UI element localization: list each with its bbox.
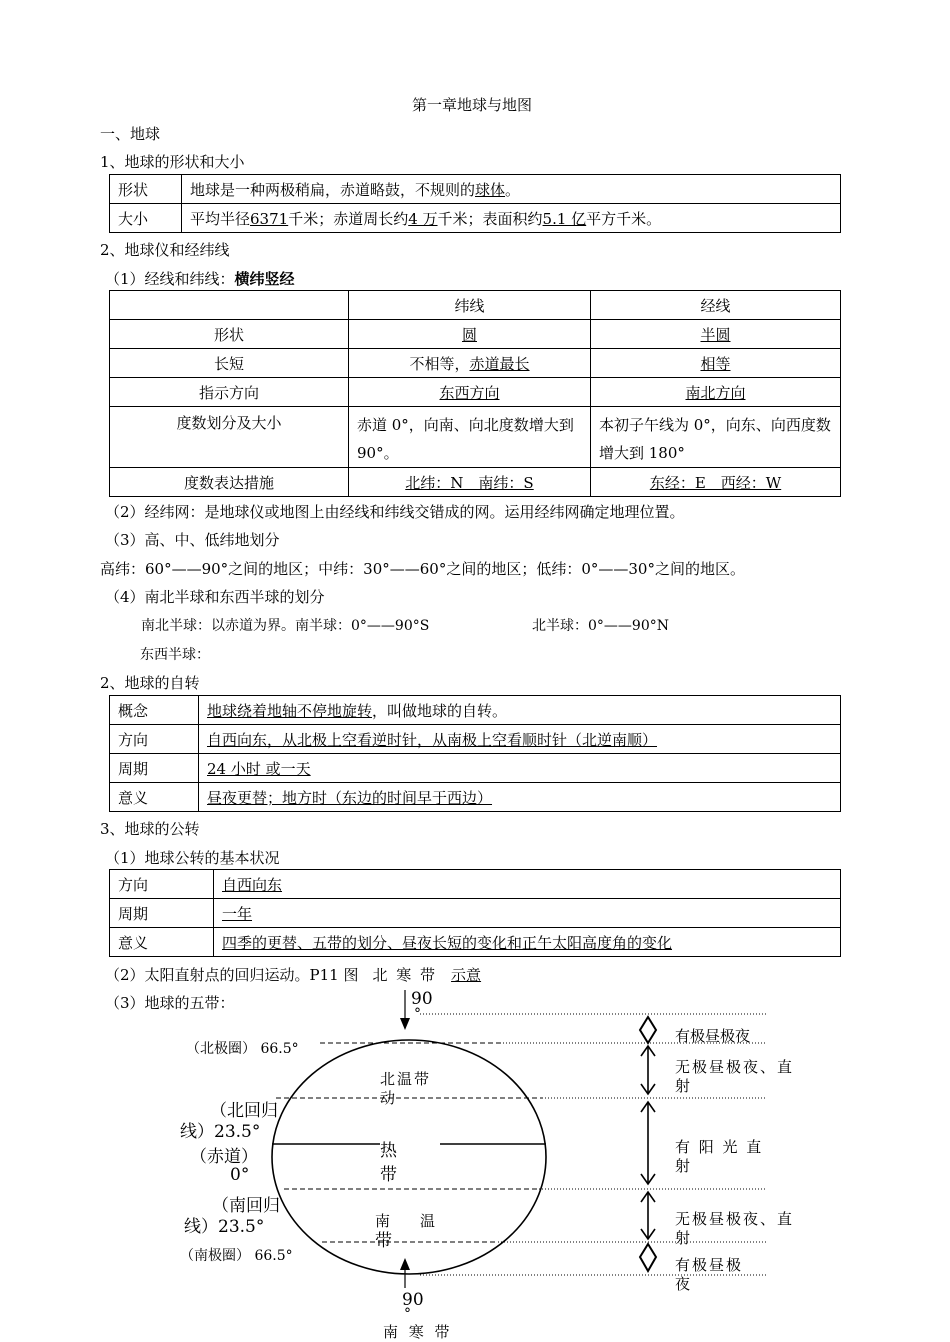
ew-hemisphere: 东西半球： [140,647,210,663]
zone-note-3a: 有 阳 光 直 [675,1138,764,1156]
zone-note-1: 有极昼极夜 [675,1027,751,1045]
header-lon: 经线 [591,291,841,320]
heading-shape-size: 1、地球的形状和大小 [100,153,245,171]
tropical-zone-label-a: 热 [380,1141,397,1161]
latitude-zones-heading: （3）高、中、低纬地划分 [105,531,280,549]
south-frigid-label: 南 寒 带 [383,1323,453,1341]
zone-note-2a: 无极昼极夜、直 [675,1058,795,1076]
diamond-top [640,1017,656,1043]
zone-note-4b: 射 [675,1229,691,1247]
tropic-capricorn-label-b: 线）23.5° [184,1217,265,1237]
zone-note-5b: 夜 [675,1275,691,1293]
diamond-bottom [640,1244,656,1271]
tropic-capricorn-label-a: （南回归 [212,1196,280,1216]
equator-label-a: （赤道） [190,1147,258,1167]
tropic-cancer-label-b: 线）23.5° [180,1122,261,1142]
five-zones-heading: （3）地球的五带： [105,994,235,1012]
north-hemisphere: 北半球：0°——90°N [532,618,669,634]
top-90: 90 [411,989,433,1009]
size-label: 大小 [110,204,182,233]
zone-note-3b: 射 [675,1157,691,1175]
rotation-table: 概念 地球绕着地轴不停地旋转，叫做地球的自转。 方向 自西向东，从北极上空看逆时针，从南极上空看顺时针（北逆南顺） 周期 24 小时 或一天 意义 昼夜更替；地方时（东边的时间早于西边） [109,695,841,812]
size-value: 平均半径6371千米；赤道周长约4 万千米；表面积约5.1 亿平方千米。 [182,204,841,233]
bottom-90: 90 [402,1290,424,1310]
section-earth: 一、地球 [100,125,161,143]
revolution-table: 方向 自西向东 周期 一年 意义 四季的更替、五带的划分、昼夜长短的变化和正午太阳高度角的变化 [109,869,841,957]
equator-label-b: 0° [230,1165,250,1185]
shape-label: 形状 [110,175,182,204]
lat-lon-table: 纬线 经线 形状 圆 半圆 长短 不相等，赤道最长 相等 指示方向 东西方向 南北方向 度数划分及大小 赤道 0°，向南、向北度数增大到 90°。 本初子午线为 0°，向东、向西度数增大到 180° 度数表达措施 北纬：N 南纬：S 东经：E 西经：W [109,290,841,497]
north-temperate-label: 北温带 [380,1070,432,1088]
shape-value: 地球是一种两极稍扁，赤道略鼓，不规则的球体。 [182,175,841,204]
zone-note-4a: 无极昼极夜、直 [675,1210,795,1228]
page-title: 第一章地球与地图 [412,96,533,114]
antarctic-circle-label: （南极圈） 66.5° [180,1248,293,1264]
hemispheres-heading: （4）南北半球和东西半球的划分 [105,588,325,606]
heading-rotation: 2、地球的自转 [100,674,200,692]
heading-globe: 2、地球仪和经纬线 [100,241,230,259]
south-temperate-label: 南 温 [375,1212,436,1230]
heading-revolution: 3、地球的公转 [100,820,200,838]
graticule-text: （2）经纬网：是地球仪或地图上由经线和纬线交错成的网。运用经纬网确定地理位置。 [105,503,685,521]
heading-lines: （1）经线和纬线：横纬竖经 [105,270,295,288]
latitude-zones-text: 高纬：60°——90°之间的地区；中纬：30°——60°之间的地区；低纬：0°——30°之间的地区。 [100,560,745,578]
zone-note-5a: 有极昼极 [675,1256,744,1274]
heading-revolution-basic: （1）地球公转的基本状况 [105,849,280,867]
ns-hemisphere: 南北半球：以赤道为界。南半球：0°——90°S [141,618,430,634]
header-lat: 纬线 [349,291,591,320]
tropical-zone-label-b: 带 [380,1165,397,1185]
direct-sun-heading: （2）太阳直射点的回归运动。P11 图 北 寒 带 示意 [105,966,482,984]
arctic-circle-label: （北极圈） 66.5° [186,1041,299,1057]
tropic-cancer-label-a: （北回归 [210,1101,278,1121]
zone-note-2b: 射 [675,1077,691,1095]
